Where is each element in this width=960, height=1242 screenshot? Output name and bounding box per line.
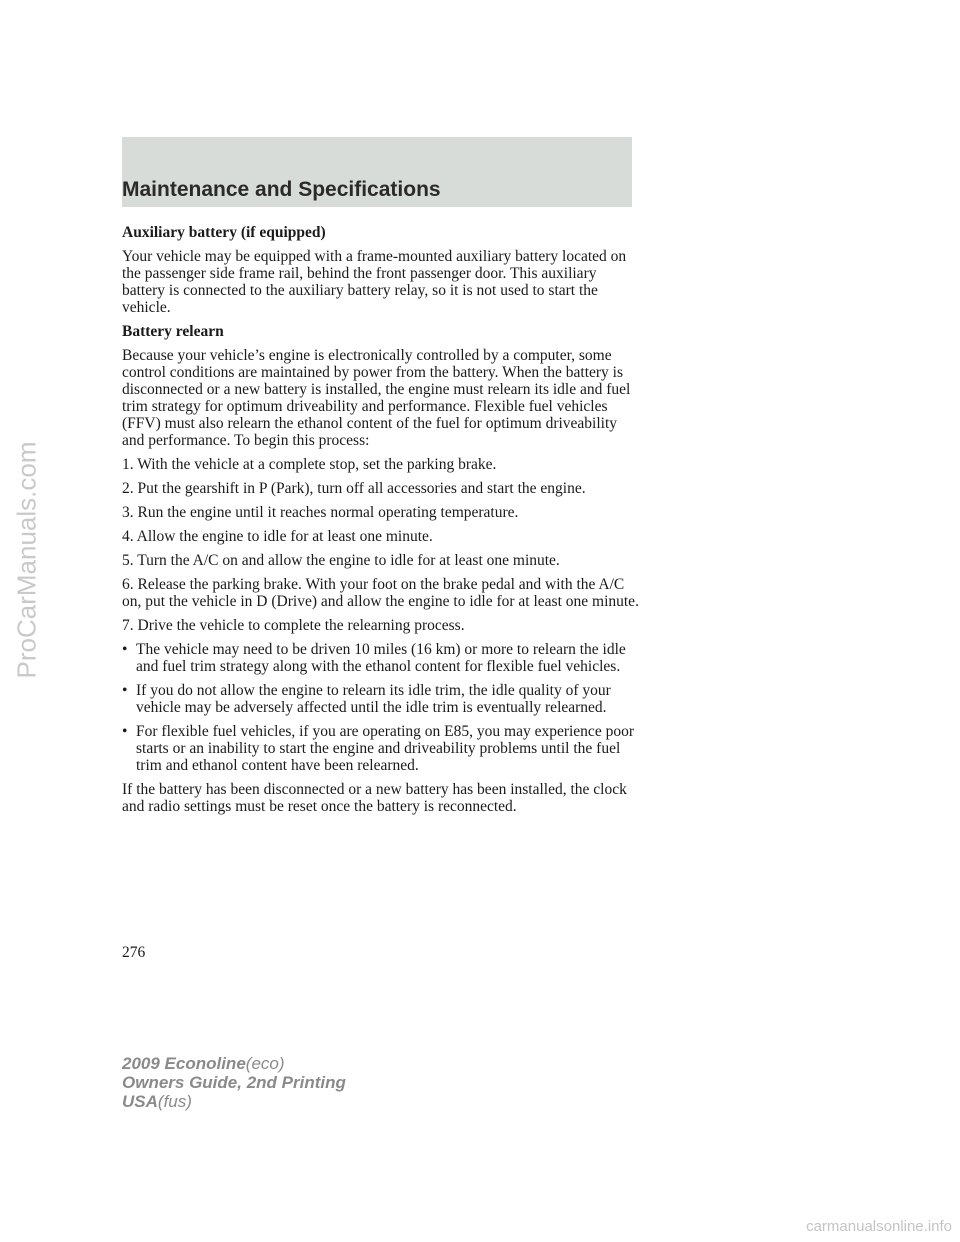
footer-line-edition: Owners Guide, 2nd Printing	[122, 1073, 346, 1092]
step-6: 6. Release the parking brake. With your foot on the brake pedal and with the A/C on, put the vehicle in D (Drive) and allow the engine to idle for at least one minute.	[122, 576, 639, 610]
relearn-notes-list	[122, 641, 642, 774]
aux-battery-paragraph: Your vehicle may be equipped with a frame-mounted auxiliary battery located on the passenger side frame rail, behind the front passenger door. This auxiliary battery is connected to the auxiliary battery relay, so it is not used to start the vehicle.	[122, 248, 627, 316]
step-1: 1. With the vehicle at a complete stop, set the parking brake.	[122, 456, 497, 473]
bullet-icon: •	[122, 723, 128, 740]
step-5: 5. Turn the A/C on and allow the engine to idle for at least one minute.	[122, 552, 560, 569]
bullet-icon: •	[122, 641, 128, 658]
closing-paragraph: If the battery has been disconnected or a new battery has been installed, the clock and radio settings must be reset once the battery is reconnected.	[122, 781, 627, 815]
bullet-text: If you do not allow the engine to relearn its idle trim, the idle quality of your vehicle may be adversely affected until the idle trim is eventually relearned.	[136, 682, 611, 716]
page-content	[122, 224, 642, 822]
aux-battery-heading: Auxiliary battery (if equipped)	[122, 224, 326, 241]
section-title: Maintenance and Specifications	[122, 178, 441, 201]
step-3: 3. Run the engine until it reaches normal operating temperature.	[122, 504, 519, 521]
bullet-text: For flexible fuel vehicles, if you are operating on E85, you may experience poor starts or an inability to start the engine and driveability problems until the fuel trim and ethanol content have been relearned.	[136, 723, 634, 774]
document-footer	[122, 1054, 346, 1111]
bullet-icon: •	[122, 682, 128, 699]
list-item	[122, 723, 642, 774]
battery-relearn-paragraph: Because your vehicle’s engine is electronically controlled by a computer, some control conditions are maintained by power from the battery. When the battery is disconnected or a new battery is installed, the engine must relearn its idle and fuel trim strategy for optimum driveability and performance. Flexible fuel vehicles (FFV) must also relearn the ethanol content of the fuel for optimum driveability and performance. To begin this process:	[122, 347, 631, 449]
bullet-text: The vehicle may need to be driven 10 miles (16 km) or more to relearn the idle and fuel trim strategy along with the ethanol content for flexible fuel vehicles.	[136, 641, 626, 675]
list-item	[122, 682, 642, 716]
list-item	[122, 641, 642, 675]
bottom-watermark: carmanualsonline.info	[806, 1218, 952, 1235]
step-7: 7. Drive the vehicle to complete the relearning process.	[122, 617, 465, 634]
step-2: 2. Put the gearshift in P (Park), turn off all accessories and start the engine.	[122, 480, 586, 497]
step-4: 4. Allow the engine to idle for at least one minute.	[122, 528, 433, 545]
page-number: 276	[122, 944, 146, 961]
side-watermark: ProCarManuals.com	[11, 441, 42, 679]
footer-line-region: USA(fus)	[122, 1092, 192, 1111]
battery-relearn-heading: Battery relearn	[122, 323, 224, 340]
footer-line-model: 2009 Econoline(eco)	[122, 1054, 285, 1073]
